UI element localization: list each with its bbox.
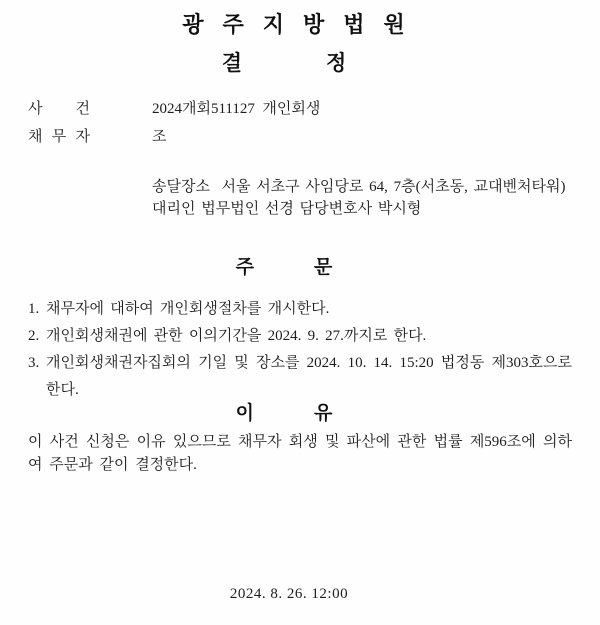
debtor-label-char: 무 <box>51 129 67 145</box>
order-item <box>28 323 572 350</box>
party-details-block <box>152 176 572 220</box>
debtor-label-char: 자 <box>75 129 90 145</box>
order-item-text: 채무자에 대하여 개인회생절차를 개시한다. <box>46 301 330 317</box>
order-heading-char: 주 <box>235 257 254 278</box>
case-label-char: 사 <box>28 101 43 117</box>
service-address-line: 송달장소 서울 서초구 사임당로 64, 7층(서초동, 교대벤처타워) <box>152 179 566 195</box>
decision-title <box>0 47 568 77</box>
order-item-number: 3. <box>28 355 40 371</box>
debtor-row <box>28 125 570 146</box>
case-number-row <box>28 97 570 118</box>
decision-title-char: 결 <box>221 52 242 75</box>
representative-line: 대리인 법무법인 선경 담당변호사 박시형 <box>152 201 422 217</box>
case-label <box>28 97 90 118</box>
order-heading-char: 문 <box>314 257 333 278</box>
reason-section-heading <box>0 398 568 425</box>
reason-heading-char: 이 <box>235 403 254 424</box>
order-item-number: 1. <box>28 301 40 317</box>
decision-title-char: 정 <box>326 52 347 75</box>
reason-heading-char: 유 <box>314 403 333 424</box>
debtor-name-value: 조 <box>152 129 167 145</box>
debtor-label <box>28 125 90 146</box>
order-section-heading <box>0 252 568 279</box>
case-label-char: 건 <box>75 101 90 117</box>
order-item-text: 개인회생채권자집회의 기일 및 장소를 2024. 10. 14. 15:20 법정동 제303호으로 한다. <box>46 355 572 398</box>
court-name-title: 광주지방법원 <box>182 12 424 37</box>
reason-paragraph: 이 사건 신청은 이유 있으므로 채무자 회생 및 파산에 관한 법률 제596조에 의하여 주문과 같이 결정한다. <box>28 434 572 473</box>
case-number-value: 2024개회511127 개인회생 <box>152 101 321 117</box>
order-items-list <box>28 296 572 404</box>
debtor-label-char: 채 <box>28 129 43 145</box>
order-item-text: 개인회생채권에 관한 이의기간을 2024. 9. 27.까지로 한다. <box>46 328 427 344</box>
decision-datetime: 2024. 8. 26. 12:00 <box>229 586 349 602</box>
order-item <box>28 350 572 404</box>
order-item <box>28 296 572 323</box>
order-item-number: 2. <box>28 328 40 344</box>
